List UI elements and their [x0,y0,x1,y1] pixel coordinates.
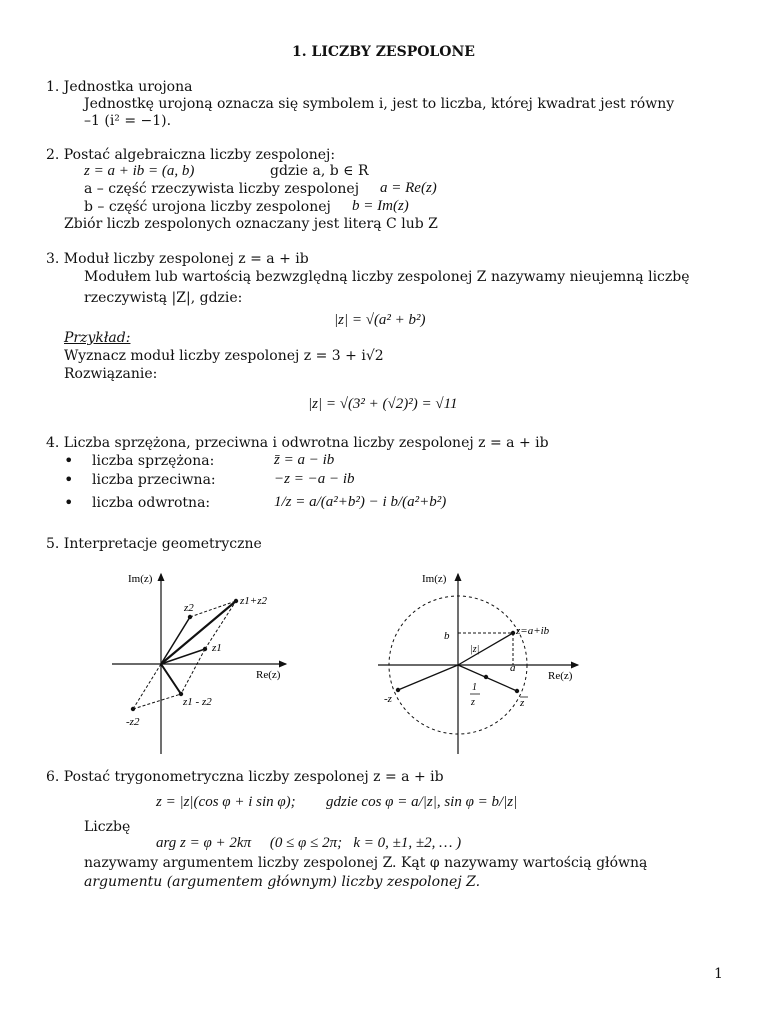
im-axis-label: Im(z) [422,573,447,585]
solution-formula: |z| = √(3² + (√2)²) = √11 [308,396,458,412]
point-neg-z2 [131,707,135,711]
point-inverse [484,675,488,679]
modulus-formula: |z| = √(a² + b²) [334,312,426,328]
page-number: 1 [714,966,723,982]
argument-text-line1: nazywamy argumentem liczby zespolonej Z. Kąt φ nazywamy wartością główną [84,855,648,871]
label-inverse-denominator: z [471,697,475,708]
label-a: a [510,662,516,674]
label-z: z=a+ib [516,625,550,637]
complex-set-line: Zbiór liczb zespolonych oznaczany jest literą C lub Z [64,216,438,232]
example-label: Przykład: [64,330,131,346]
imag-part-equation: b = Im(z) [352,198,409,214]
re-axis-label: Re(z) [548,670,573,682]
dashed-line [133,664,161,709]
section-1-line1: Jednostkę urojoną oznacza się symbolem i, jest to liczba, której kwadrat jest równy [84,96,675,112]
section-5-heading: 5. Interpretacje geometryczne [46,536,262,552]
bullet: • [64,451,74,470]
argument-formula: arg z = φ + 2kπ (0 ≤ φ ≤ 2π; k = 0, ±1, ±2, … ) [156,835,462,851]
conjugate-formula: z̄ = a − ib [274,452,335,468]
dashed-line [190,601,236,617]
opposite-formula: −z = −a − ib [274,471,355,487]
vector-z [458,633,513,665]
solution-label: Rozwiązanie: [64,366,158,382]
page-title: 1. LICZBY ZESPOLONE [292,44,475,60]
point-z [511,631,515,635]
label-neg-z2: -z2 [126,716,140,728]
vector-difference [161,664,181,694]
modulus-definition-line1: Modułem lub wartością bezwzględną liczby zespolonej Z nazywamy nieujemną liczbę [84,269,690,285]
label-modulus: |z| [470,644,480,655]
bullet: • [64,470,74,489]
inverse-formula: 1/z = a/(a²+b²) − i b/(a²+b²) [274,494,447,510]
dashed-line [133,694,181,709]
argument-text-line2: argumentu (argumentem głównym) liczby zespolonej Z. [84,874,481,890]
section-4-heading: 4. Liczba sprzężona, przeciwna i odwrotna liczby zespolonej z = a + ib [46,435,549,451]
section-2-heading: 2. Postać algebraiczna liczby zespolonej: [46,147,336,163]
point-z2 [188,615,192,619]
trig-form-formula: z = |z|(cos φ + i sin φ); [156,794,296,810]
figure-vector-operations [100,568,300,756]
bullet: • [64,493,74,512]
inverse-label: liczba odwrotna: [92,495,211,511]
point-sum [234,599,238,603]
label-conjugate: z [520,697,525,709]
real-part-description: a – część rzeczywista liczby zespolonej [84,181,360,197]
section-1-heading: 1. Jednostka urojona [46,79,193,95]
label-inverse-numerator: 1 [472,682,477,693]
vector-z2 [161,617,190,664]
point-conjugate [515,689,519,693]
label-sum: z1+z2 [240,595,267,607]
label-b: b [444,630,450,642]
trig-form-condition: gdzie cos φ = a/|z|, sin φ = b/|z| [326,794,518,810]
label-z2: z2 [184,602,194,614]
section-3-heading: 3. Moduł liczby zespolonej z = a + ib [46,251,309,267]
algebraic-form-equation: z = a + ib = (a, b) [84,163,195,179]
figure-geometric-interpretation [372,568,582,756]
liczbe-label: Liczbę [84,819,131,835]
section-6-heading: 6. Postać trygonometryczna liczby zespolonej z = a + ib [46,769,444,785]
label-z1: z1 [212,642,222,654]
imag-part-description: b – część urojona liczby zespolonej [84,199,331,215]
modulus-definition-line2: rzeczywistą |Z|, gdzie: [84,290,243,306]
example-task: Wyznacz moduł liczby zespolonej z = 3 + i√2 [64,348,384,364]
section-1-line2: –1 (i² = −1). [84,113,172,129]
algebraic-form-condition: gdzie a, b ∈ R [270,163,369,179]
real-part-equation: a = Re(z) [380,180,437,196]
point-neg-z [396,688,400,692]
vector-sum [161,601,236,664]
opposite-label: liczba przeciwna: [92,472,216,488]
vector-z1 [161,649,205,664]
im-axis-label: Im(z) [128,573,153,585]
conjugate-label: liczba sprzężona: [92,453,215,469]
point-z1 [203,647,207,651]
vector-neg-z [398,665,458,690]
label-difference: z1 - z2 [183,696,212,708]
re-axis-label: Re(z) [256,669,281,681]
label-neg-z: -z [384,693,392,705]
